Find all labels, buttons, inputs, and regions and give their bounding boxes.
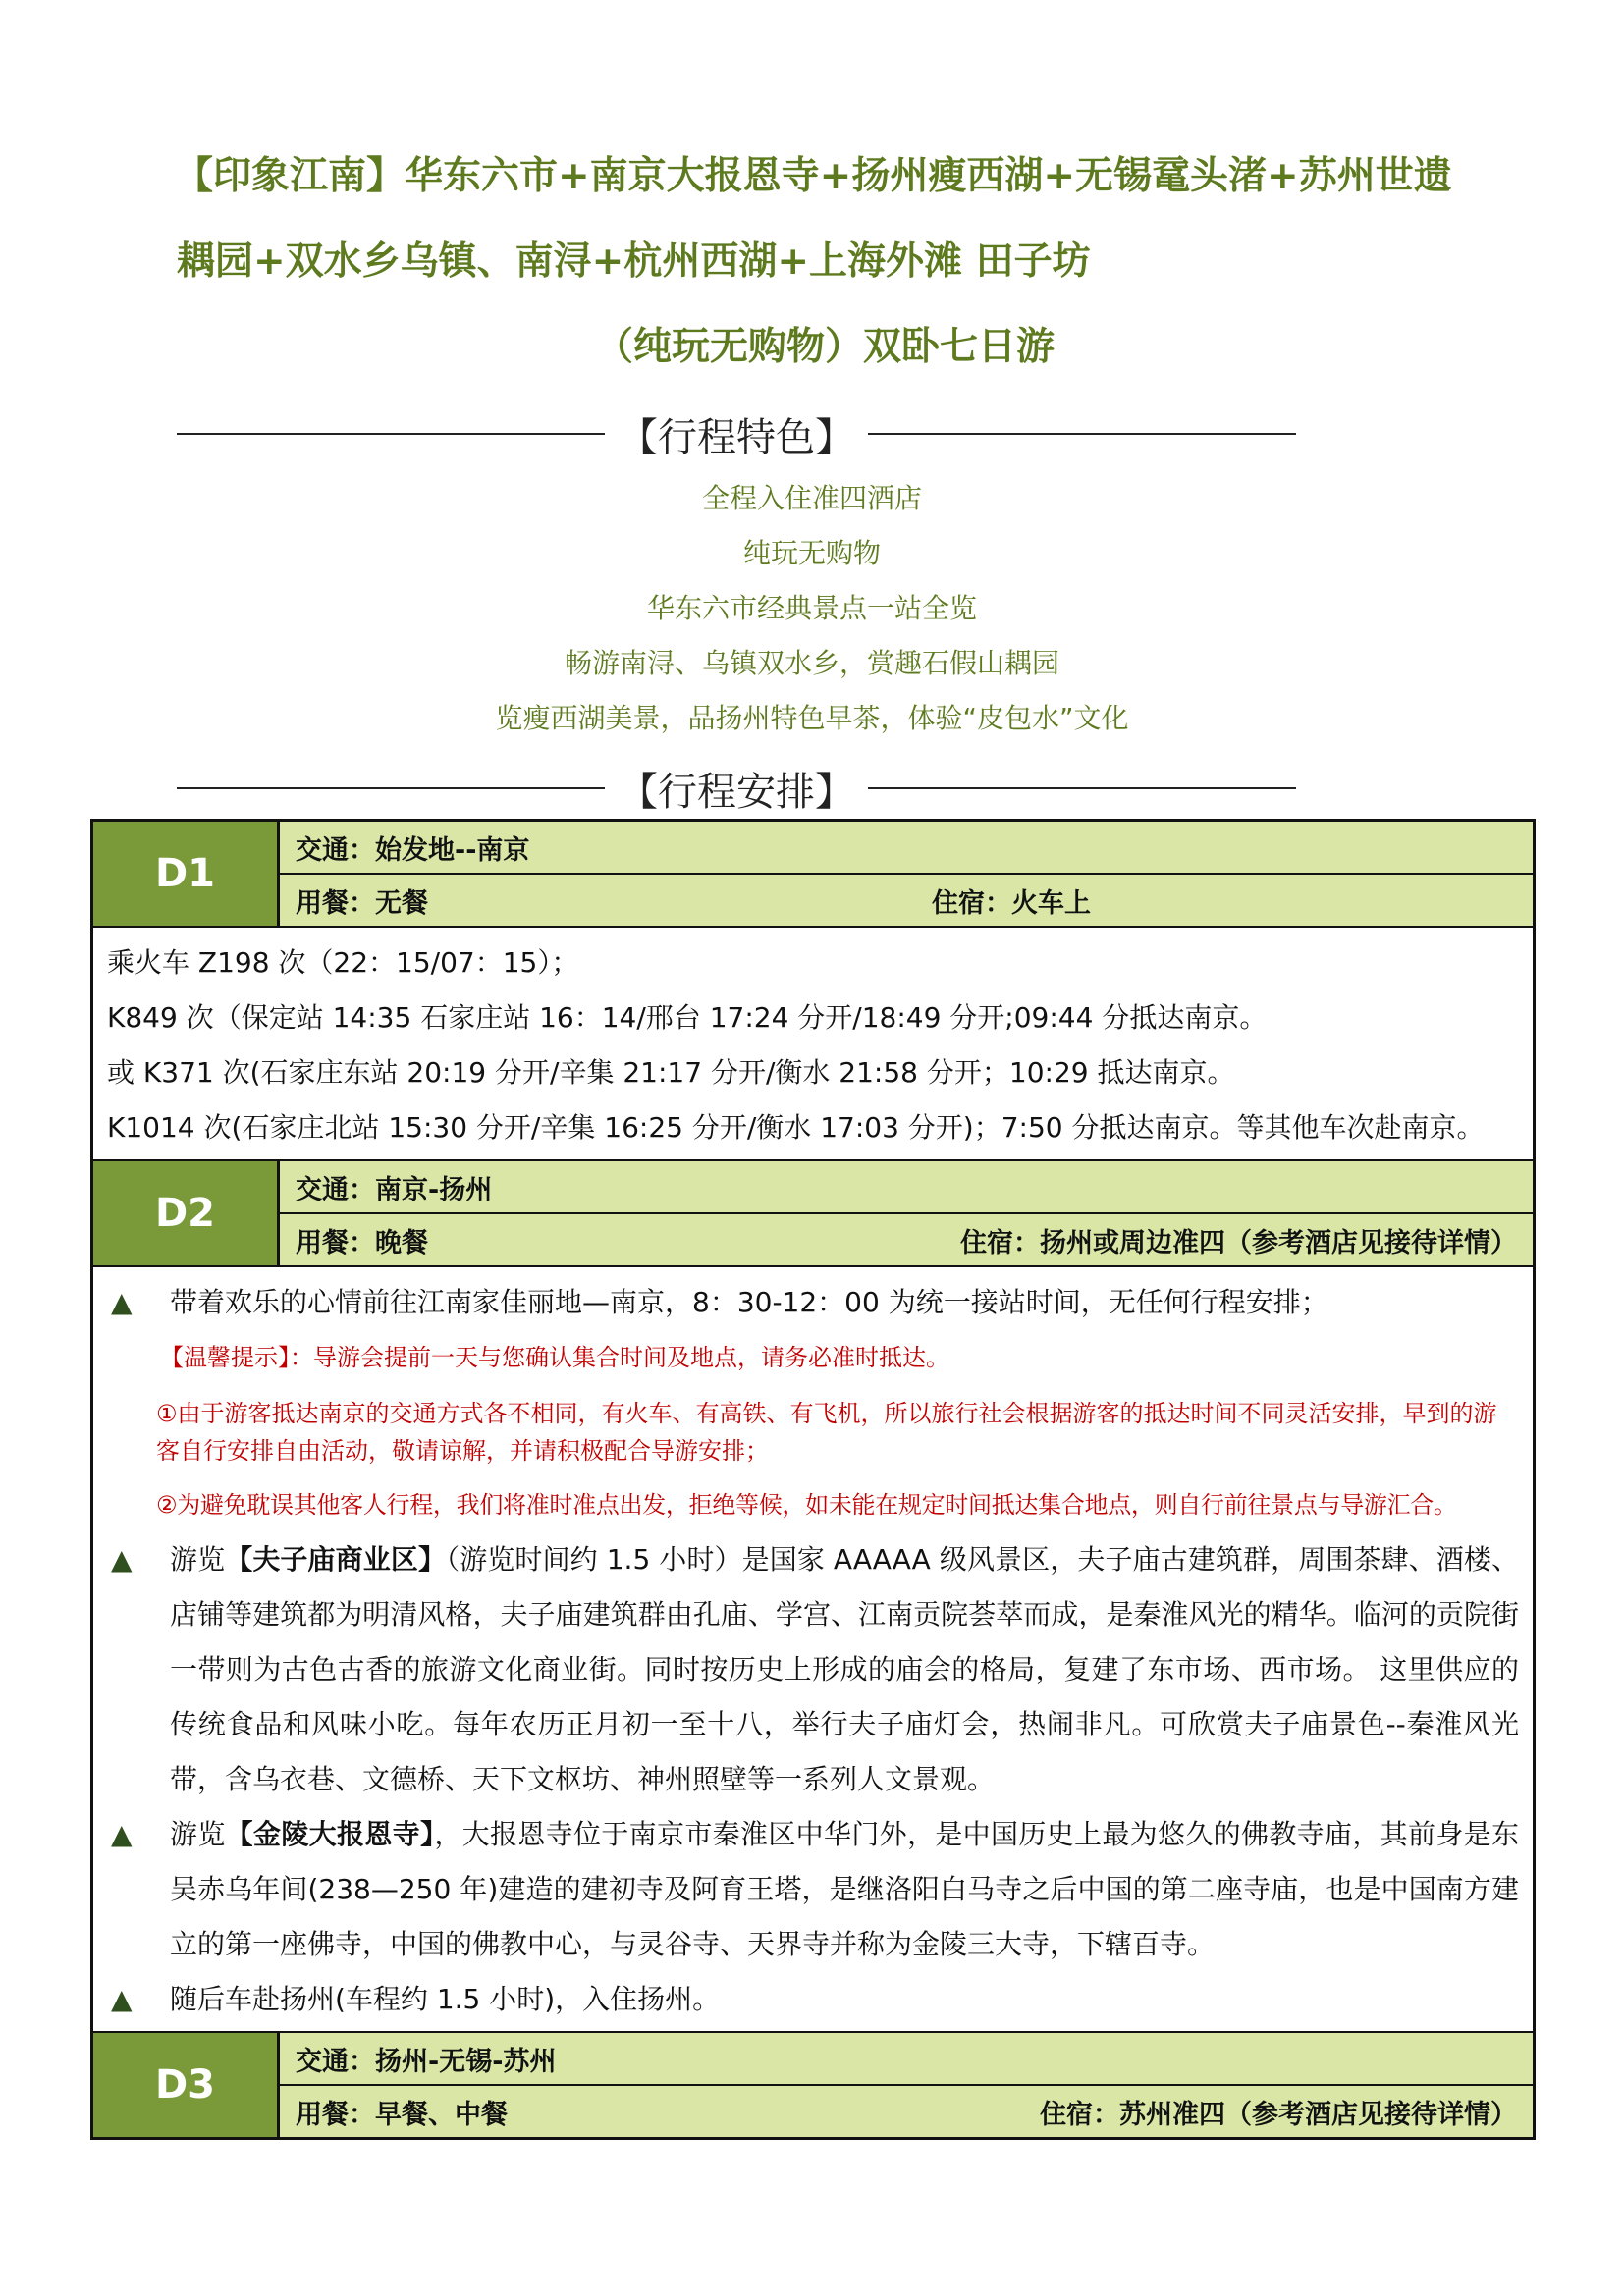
day-body-d1 [93, 928, 1533, 1161]
meals-text: 用餐：早餐、中餐 [296, 2099, 508, 2130]
triangle-bullet-icon: ▲ [111, 1983, 133, 2015]
schedule-heading [177, 759, 1296, 818]
day-header-d3 [93, 2033, 1533, 2137]
triangle-bullet-icon: ▲ [111, 1286, 133, 1318]
feature-item: 览瘦西湖美景，品扬州特色早茶，体验“皮包水”文化 [495, 702, 1129, 734]
features-heading-label: 【行程特色】 [619, 414, 854, 460]
stay-text: 住宿：扬州或周边准四（参考酒店见接待详情） [960, 1227, 1517, 1258]
feature-item: 华东六市经典景点一站全览 [646, 592, 977, 624]
transport-text: 交通：扬州-无锡-苏州 [296, 2046, 557, 2077]
transport-row [280, 1161, 1533, 1214]
schedule-heading-label: 【行程安排】 [619, 769, 854, 815]
meal-stay-row [280, 875, 1533, 926]
attraction-desc: （游览时间约 1.5 小时）是国家 AAAAA 级风景区，夫子庙古建筑群，周围茶肆、酒楼、店铺等建筑都为明清风格，夫子庙建筑群由孔庙、学宫、江南贡院荟萃而成，是秦淮风光的精华。临河的贡院街一带则为古色古香的旅游文化商业街。同时按历史上形成的庙会的格局，复建了东市场、西市场。 这里供应的传统食品和风味小吃。每年农历正月初一至十八，举行夫子庙灯会，热闹非凡。可欣赏夫子庙景色--秦淮风光带，含乌衣巷、文德桥、天下文枢坊、神州照壁等一系列人文景观。 [170, 1543, 1519, 1795]
trip-title-line3: （纯玩无购物）双卧七日游 [595, 325, 1056, 369]
triangle-bullet-icon: ▲ [111, 1818, 133, 1850]
day-label: D2 [93, 1161, 280, 1265]
transport-row [280, 2033, 1533, 2086]
train-line: 或 K371 次(石家庄东站 20:19 分开/辛集 21:17 分开/衡水 21:58 分开；10:29 抵达南京。 [107, 1056, 1235, 1089]
day-body-d2 [93, 1267, 1533, 2033]
bullet-text: 带着欢乐的心情前往江南家佳丽地—南京，8：30-12：00 为统一接站时间，无任何行程安排； [170, 1286, 1328, 1318]
tip-label: 【温馨提示】 [160, 1344, 290, 1371]
tip-line: ①由于游客抵达南京的交通方式各不相同，有火车、有高铁、有飞机，所以旅行社会根据游客的抵达时间不同灵活安排，早到的游客自行安排自由活动，敬请谅解，并请积极配合导游安排； [156, 1400, 1497, 1465]
tip-text: ：导游会提前一天与您确认集合时间及地点，请务必准时抵达。 [290, 1344, 949, 1371]
bullet-text [170, 1807, 1519, 1972]
transport-row [280, 822, 1533, 875]
stay-text: 住宿：苏州准四（参考酒店见接待详情） [1040, 2099, 1517, 2130]
features-list [0, 471, 1624, 746]
train-line: K849 次（保定站 14:35 石家庄站 16：14/邢台 17:24 分开/18:49 分开;09:44 分抵达南京。 [107, 1001, 1268, 1034]
day-header-d1 [93, 822, 1533, 928]
triangle-bullet-icon: ▲ [111, 1543, 133, 1575]
features-heading [177, 404, 1296, 463]
bullet-text [170, 1532, 1519, 1807]
tip-line [107, 1330, 1519, 1385]
itinerary-table [90, 819, 1536, 2140]
day-label: D3 [93, 2033, 280, 2137]
feature-item: 全程入住准四酒店 [701, 482, 922, 514]
bullet-prefix: 游览 [170, 1543, 226, 1575]
attraction-name: 【金陵大报恩寺】 [225, 1818, 435, 1850]
bullet-prefix: 游览 [170, 1818, 226, 1850]
day-label: D1 [93, 822, 280, 926]
feature-item: 畅游南浔、乌镇双水乡，赏趣石假山耦园 [564, 647, 1059, 679]
attraction-desc: ，大报恩寺位于南京市秦淮区中华门外，是中国历史上最为悠久的佛教寺庙，其前身是东吴赤乌年间(238—250 年)建造的建初寺及阿育王塔，是继洛阳白马寺之后中国的第二座寺庙，也是中国南方建立的第一座佛寺，中国的佛教中心，与灵谷寺、天界寺并称为金陵三大寺，下辖百寺。 [170, 1818, 1519, 1960]
feature-item: 纯玩无购物 [742, 537, 881, 569]
transport-text: 交通：始发地--南京 [296, 834, 530, 866]
meals-text: 用餐：无餐 [296, 887, 428, 919]
divider-left [177, 787, 605, 789]
train-line: K1014 次(石家庄北站 15:30 分开/辛集 16:25 分开/衡水 17:03 分开)；7:50 分抵达南京。等其他车次赴南京。 [107, 1111, 1485, 1144]
divider-right [868, 433, 1296, 435]
divider-left [177, 433, 605, 435]
trip-title-line1: 【印象江南】华东六市+南京大报恩寺+扬州瘦西湖+无锡鼋头渚+苏州世遗 [175, 154, 1452, 198]
stay-text: 住宿：火车上 [932, 887, 1091, 919]
transport-text: 交通：南京-扬州 [296, 1174, 493, 1205]
itinerary-bullet [107, 1275, 1519, 1330]
divider-right [868, 787, 1296, 789]
itinerary-bullet [107, 1972, 1519, 2027]
attraction-name: 【夫子庙商业区】 [225, 1543, 447, 1575]
meals-text: 用餐：晚餐 [296, 1227, 428, 1258]
meal-stay-row [280, 1214, 1533, 1265]
trip-title-line2: 耦园+双水乡乌镇、南浔+杭州西湖+上海外滩 田子坊 [177, 240, 1091, 284]
itinerary-bullet [107, 1807, 1519, 1972]
bullet-text: 随后车赴扬州(车程约 1.5 小时)，入住扬州。 [170, 1983, 721, 2015]
train-line: 乘火车 Z198 次（22：15/07：15）； [107, 946, 579, 979]
tip-line: ②为避免耽误其他客人行程，我们将准时准点出发，拒绝等候，如未能在规定时间抵达集合地点，则自行前往景点与导游汇合。 [156, 1491, 1457, 1519]
day-header-d2 [93, 1161, 1533, 1267]
meal-stay-row [280, 2086, 1533, 2137]
itinerary-bullet [107, 1532, 1519, 1807]
